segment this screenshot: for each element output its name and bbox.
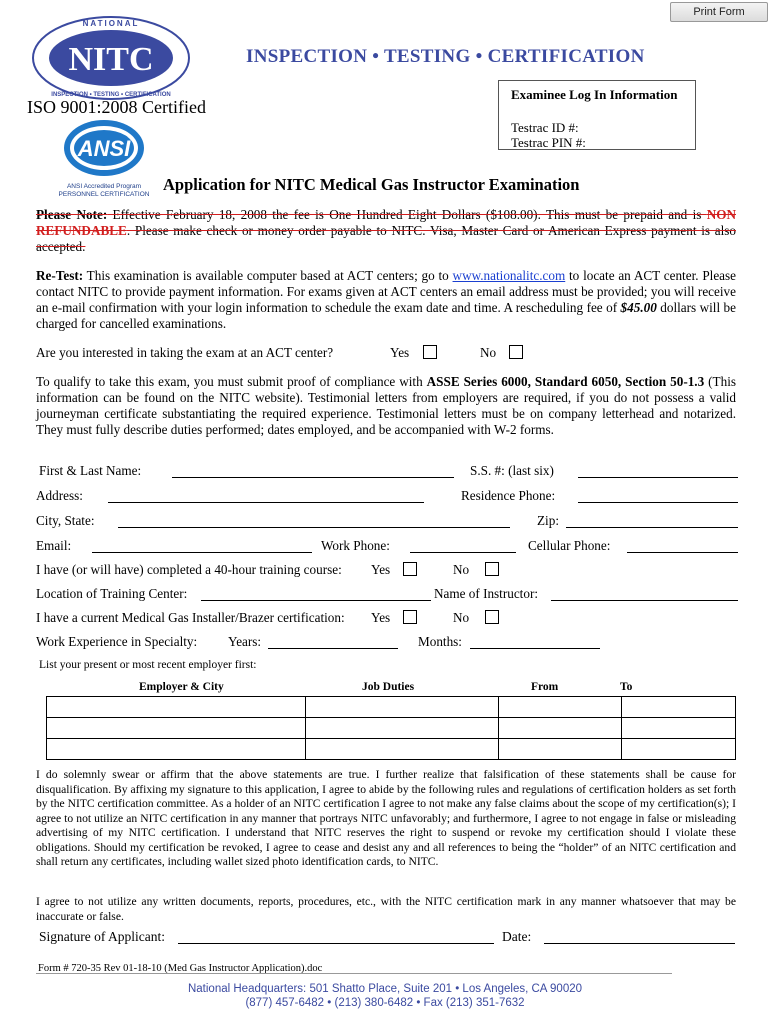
to-cell[interactable] <box>622 718 736 739</box>
table-header-to: To <box>620 681 633 693</box>
nitc-logo <box>30 14 192 102</box>
table-row <box>47 739 736 760</box>
employer-cell[interactable] <box>47 697 306 718</box>
months-field[interactable] <box>470 648 600 649</box>
duties-cell[interactable] <box>306 739 499 760</box>
ansi-caption-1: ANSI Accredited Program <box>66 183 142 190</box>
to-cell[interactable] <box>622 697 736 718</box>
table-header-duties: Job Duties <box>362 681 415 693</box>
form-number: Form # 720-35 Rev 01-18-10 (Med Gas Instructor Application).doc <box>38 963 323 974</box>
act-yes-checkbox[interactable] <box>423 345 437 359</box>
ss-label: S.S. #: (last six) <box>470 463 554 478</box>
from-cell[interactable] <box>499 697 622 718</box>
hq-address: National Headquarters: 501 Shatto Place, Suite 201 • Los Angeles, CA 90020 <box>187 983 582 995</box>
work-phone-label: Work Phone: <box>321 538 390 553</box>
date-label: Date: <box>502 929 532 944</box>
years-label: Years: <box>228 634 262 649</box>
zip-field[interactable] <box>566 527 738 528</box>
work-phone-field[interactable] <box>410 552 516 553</box>
logo-center-text: NITC <box>68 41 154 78</box>
training-yes-checkbox[interactable] <box>403 562 417 576</box>
login-title: Examinee Log In Information <box>511 87 678 102</box>
training-no-checkbox[interactable] <box>485 562 499 576</box>
qualify-paragraph: To qualify to take this exam, you must submit proof of compliance with ASSE Series 6000, Standard 6050, Section 50-1.3 (This information can be found on the NITC website). Testimonial letters from employers are required, if you do not possess a valid journeyman certificate substantiating the required experience. Testimonial letters must be on company letterhead and notarized. They must fully describe duties performed; dates employed, and be accompanied with W-2 forms. <box>36 374 736 437</box>
signature-label: Signature of Applicant: <box>39 929 165 944</box>
cert-no-checkbox[interactable] <box>485 610 499 624</box>
instructor-field[interactable] <box>551 600 738 601</box>
name-field[interactable] <box>172 477 454 478</box>
testrac-pin-label[interactable]: Testrac PIN #: <box>511 135 586 150</box>
please-note-label: Please Note: <box>36 207 108 222</box>
logo-top-text: NATIONAL <box>82 19 140 28</box>
act-question: Are you interested in taking the exam at an ACT center? <box>36 345 334 360</box>
city-state-label: City, State: <box>36 513 95 528</box>
employer-note: List your present or most recent employer first: <box>39 659 257 671</box>
cert-yes-checkbox[interactable] <box>403 610 417 624</box>
oath-paragraph-1: I do solemnly swear or affirm that the above statements are true. I further realize that falsification of these statements shall be cause for disqualification. By affixing my signature to this application, I agree to abide by the following rules and regulations of certification holders as set forth by the NITC certification committee. As a holder of an NITC certification I agree to not make any false claims about the scope of my certification(s); I agree to not utilize an NITC certification in any manner that portrays NITC unfavorably; and furthermore, I agree to not engage in false or misleading advertising of my NITC certification. I understand that NITC reserves the right to suspend or revoke my certification should I violate these obligations. Should my certification be revoked, I agree to cease and desist any and all references to being the “holder” of an NITC certification and shall return any certificates, including wallet sized photo identification cards, to NITC. <box>36 768 736 868</box>
zip-label: Zip: <box>537 513 559 528</box>
footer-divider <box>36 973 672 974</box>
table-row <box>47 718 736 739</box>
act-no-checkbox[interactable] <box>509 345 523 359</box>
act-no-label: No <box>480 345 497 360</box>
email-label: Email: <box>36 538 72 553</box>
city-state-field[interactable] <box>118 527 510 528</box>
table-header-from: From <box>531 681 559 693</box>
residence-phone-label: Residence Phone: <box>461 488 556 503</box>
logo-bottom-text: INSPECTION • TESTING • CERTIFICATION <box>51 92 171 98</box>
employer-cell[interactable] <box>47 718 306 739</box>
cert-no-label: No <box>453 610 470 625</box>
cert-yes-label: Yes <box>371 610 391 625</box>
please-note-paragraph: Please Note: Effective February 18, 2008 the fee is One Hundred Eight Dollars ($108.00). This must be prepaid and is NON REFUNDABLE. Please make check or money order payable to NITC. Visa, Master Card or American Express payment is also accepted. <box>36 207 736 254</box>
oath-paragraph-2: I agree to not utilize any written documents, reports, procedures, etc., with the NITC certification mark in any manner whatsoever that may be inaccurate or false. <box>36 895 736 923</box>
residence-phone-field[interactable] <box>578 502 738 503</box>
print-form-button[interactable]: Print Form <box>670 2 768 22</box>
examinee-login-box <box>498 80 696 150</box>
name-label: First & Last Name: <box>39 463 142 478</box>
training-location-field[interactable] <box>201 600 431 601</box>
to-cell[interactable] <box>622 739 736 760</box>
months-label: Months: <box>418 634 462 649</box>
cellular-phone-label: Cellular Phone: <box>528 538 611 553</box>
date-field[interactable] <box>544 943 735 944</box>
address-field[interactable] <box>108 502 424 503</box>
act-yes-label: Yes <box>390 345 410 360</box>
ansi-text: ANSI <box>77 136 131 161</box>
experience-label: Work Experience in Specialty: <box>36 634 198 649</box>
table-header-employer: Employer & City <box>139 681 224 693</box>
tagline: INSPECTION • TESTING • CERTIFICATION <box>246 46 645 67</box>
table-row <box>47 697 736 718</box>
email-field[interactable] <box>92 552 312 553</box>
employer-table <box>46 696 736 760</box>
iso-certification: ISO 9001:2008 Certified <box>27 97 206 117</box>
from-cell[interactable] <box>499 718 622 739</box>
hq-phones: (877) 457-6482 • (213) 380-6482 • Fax (213) 351-7632 <box>245 997 525 1009</box>
cellular-phone-field[interactable] <box>627 552 738 553</box>
training-course-label: I have (or will have) completed a 40-hour training course: <box>36 562 342 577</box>
testrac-id-label[interactable]: Testrac ID #: <box>511 120 579 135</box>
ansi-logo <box>56 118 152 200</box>
employer-cell[interactable] <box>47 739 306 760</box>
retest-paragraph: Re-Test: This examination is available computer based at ACT centers; go to www.nationalitc.com to locate an ACT center. Please contact NITC to provide payment information. For exams given at ACT centers an email address must be provided; you will receive an e-mail confirmation with your login information to schedule the exam date and time. A rescheduling fee of $45.00 dollars will be charged for cancelled examinations. <box>36 268 737 331</box>
signature-field[interactable] <box>178 943 494 944</box>
brazer-cert-label: I have a current Medical Gas Installer/Brazer certification: <box>36 610 345 625</box>
years-field[interactable] <box>268 648 398 649</box>
duties-cell[interactable] <box>306 697 499 718</box>
from-cell[interactable] <box>499 739 622 760</box>
duties-cell[interactable] <box>306 718 499 739</box>
training-location-label: Location of Training Center: <box>36 586 188 601</box>
page-title: Application for NITC Medical Gas Instructor Examination <box>163 175 580 194</box>
nitc-website-link[interactable]: www.nationalitc.com <box>452 268 566 283</box>
address-label: Address: <box>36 488 83 503</box>
ansi-caption-2: PERSONNEL CERTIFICATION <box>58 191 150 198</box>
ss-field[interactable] <box>578 477 738 478</box>
training-no-label: No <box>453 562 470 577</box>
training-yes-label: Yes <box>371 562 391 577</box>
instructor-label: Name of Instructor: <box>434 586 538 601</box>
